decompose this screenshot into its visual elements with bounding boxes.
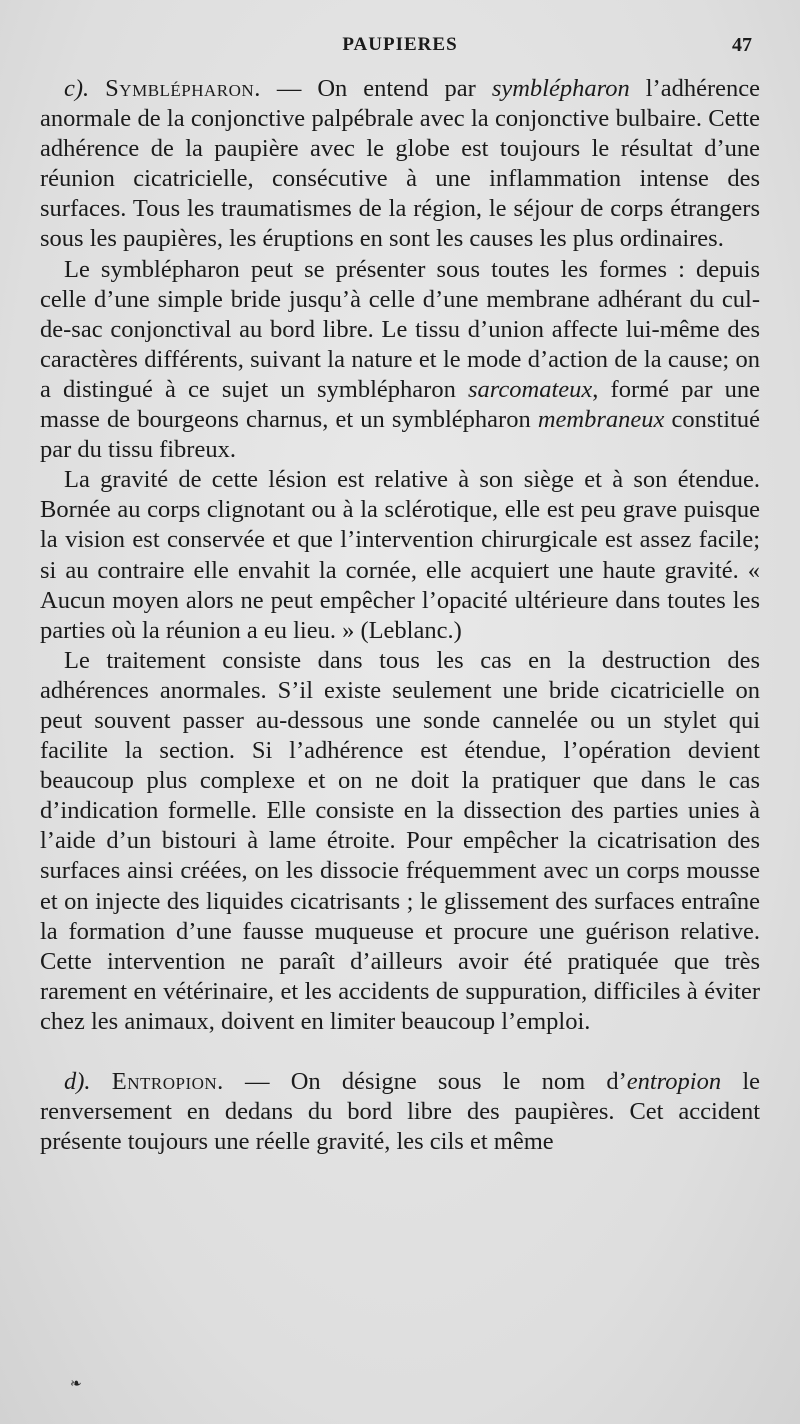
section-heading-entropion: Entropion. bbox=[111, 1068, 224, 1095]
term-symblepharon: symblépharon bbox=[491, 75, 630, 102]
section-label-c: c). bbox=[64, 75, 90, 102]
paragraph-symblepharon-definition bbox=[40, 74, 760, 255]
text-run: — On désigne sous le nom d’ bbox=[223, 1068, 627, 1095]
section-heading-symblepharon: Symblépharon. bbox=[105, 75, 261, 102]
term-sarcomateux: sarcomateux bbox=[467, 375, 593, 403]
running-head bbox=[0, 32, 800, 60]
printer-mark-icon: ❧ bbox=[70, 1376, 82, 1392]
section-label-d: d). bbox=[64, 1068, 91, 1095]
paragraph-entropion-definition bbox=[40, 1067, 760, 1157]
text-run: constitué par du tissu fibreux. bbox=[40, 406, 760, 464]
term-membraneux: membraneux bbox=[537, 406, 665, 434]
text-run: , formé par une masse de bourgeons charnus, et un symblépharon bbox=[40, 375, 761, 434]
text-run: le renversement en dedans du bord libre des paupières. Cet accident présente toujours une réelle gravité, les cils et même bbox=[40, 1068, 761, 1156]
paragraph-symblepharon-forms bbox=[40, 255, 760, 466]
term-entropion: entropion bbox=[626, 1068, 722, 1095]
running-head-title: PAUPIERES bbox=[342, 34, 458, 55]
text-run: l’adhérence anormale de la conjonctive palpébrale avec la conjonctive bulbaire. Cette adhérence de la paupière avec le globe est toujours le résultat d’une réunion cicatricielle, consécutive à une inflammation intense des surfaces. Tous les traumatismes de la région, le séjour de corps étrangers sous les paupières, les éruptions en sont les causes les plus ordinaires. bbox=[40, 75, 760, 253]
paragraph-symblepharon-gravity: La gravité de cette lésion est relative à son siège et à son étendue. Bornée au corps clignotant ou à la sclérotique, elle est peu grave puisque la vision est conservée et que l’intervention chirurgicale est assez facile; si au contraire elle envahit la cornée, elle acquiert une haute gravité. « Aucun moyen alors ne peut empêcher l’opacité ultérieure dans toutes les parties où la réunion a eu lieu. » (Leblanc.) bbox=[40, 466, 760, 644]
body-text bbox=[40, 74, 760, 1157]
page-number: 47 bbox=[732, 34, 752, 56]
text-run: Le symblépharon peut se présenter sous toutes les formes : depuis celle d’une simple bride jusqu’à celle d’une membrane adhérant du cul-de-sac conjonctival au bord libre. Le tissu d’union affecte lui-même des caractères différents, suivant la nature et le mode d’action de la cause; on a distingué à ce sujet un symblépharon bbox=[40, 255, 760, 403]
text-run: — On entend par bbox=[260, 75, 492, 102]
paragraph-symblepharon-treatment: Le traitement consiste dans tous les cas en la destruction des adhérences anormales. S’il existe seulement une bride cicatricielle on peut souvent passer au-dessous une sonde cannelée ou un stylet qui facilite la section. Si l’adhérence est étendue, l’opération devient beaucoup plus complexe et on ne doit la pratiquer que dans le cas d’indication formelle. Elle consiste en la dissection des parties unies à l’aide d’un bistouri à lame étroite. Pour empêcher la cicatrisation des surfaces ainsi créées, on les dissocie fréquemment avec un corps mousse et on injecte des liquides cicatrisants ; le glissement des surfaces entraîne la formation d’une fausse muqueuse et procure une guérison relative. Cette intervention ne paraît d’ailleurs avoir été pratiquée que très rarement en vétérinaire, et les accidents de suppuration, difficiles à éviter chez les animaux, doivent en limiter beaucoup l’emploi. bbox=[40, 646, 760, 1035]
